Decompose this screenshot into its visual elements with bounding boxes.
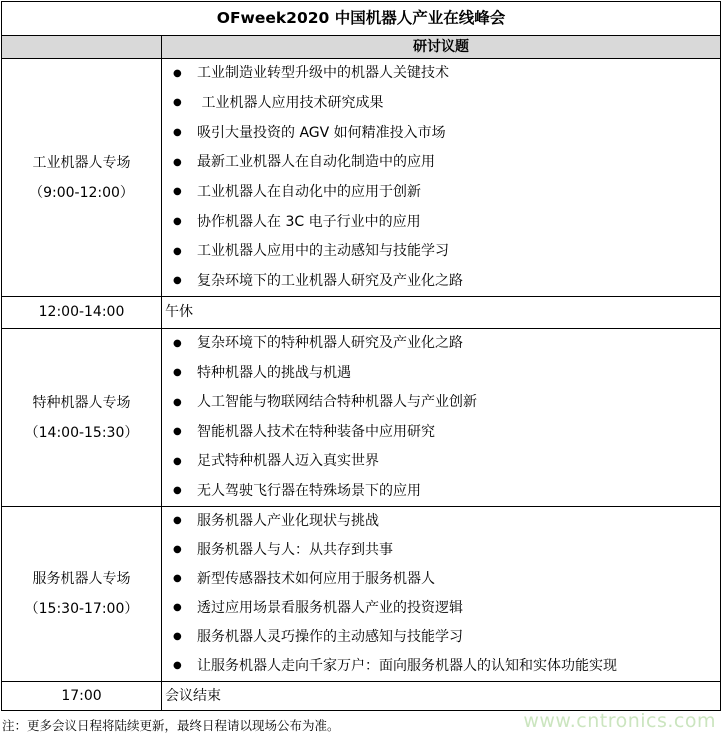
- bullet-icon: ●: [173, 455, 182, 467]
- session-topics-service: [162, 507, 721, 682]
- session-row-special: [2, 329, 721, 507]
- lunch-break-row: [2, 297, 721, 329]
- topic-text: 人工智能与物联网结合特种机器人与产业创新: [197, 394, 477, 411]
- topic-text: 让服务机器人走向千家万户：面向服务机器人的认知和实体功能实现: [197, 658, 617, 675]
- bullet-icon: ●: [173, 275, 182, 287]
- title-row: [2, 2, 721, 36]
- session-time: （15:30-17:00）: [24, 601, 139, 617]
- session-label-service: [2, 507, 162, 682]
- session-name: 工业机器人专场: [32, 154, 131, 171]
- bullet-icon: ●: [173, 245, 182, 257]
- bullet-icon: ●: [173, 515, 182, 527]
- session-row-industrial: [2, 59, 721, 297]
- topic-text: 复杂环境下的工业机器人研究及产业化之路: [197, 272, 463, 289]
- session-topics-industrial: [162, 59, 721, 297]
- list-item: [171, 154, 720, 171]
- topic-text: 服务机器人与人：从共存到共事: [197, 542, 393, 559]
- session-time: （14:00-15:30）: [24, 424, 139, 441]
- watermark-text: www.cntronics.com: [523, 710, 716, 732]
- topic-text: 透过应用场景看服务机器人产业的投资逻辑: [197, 600, 463, 617]
- list-item: [171, 658, 720, 675]
- topic-text: 服务机器人产业化现状与挑战: [197, 513, 379, 530]
- list-item: [171, 273, 720, 290]
- topic-list: [162, 329, 720, 506]
- lunch-time: 12:00-14:00: [2, 297, 162, 329]
- bullet-icon: ●: [173, 337, 182, 349]
- bullet-icon: ●: [173, 97, 182, 109]
- bullet-icon: ●: [173, 660, 182, 672]
- bullet-icon: ●: [173, 127, 182, 139]
- header-row: [2, 36, 721, 59]
- topic-text: 服务机器人灵巧操作的主动感知与技能学习: [197, 629, 463, 646]
- list-item: [171, 483, 720, 500]
- topic-text: 足式特种机器人迈入真实世界: [197, 453, 379, 470]
- bullet-icon: ●: [173, 426, 182, 438]
- topic-text: 工业机器人应用中的主动感知与技能学习: [197, 243, 449, 260]
- topic-text: 工业机器人应用技术研究成果: [197, 95, 384, 112]
- list-item: [171, 542, 720, 559]
- end-row: [2, 682, 721, 711]
- bullet-icon: ●: [173, 485, 182, 497]
- list-item: [171, 571, 720, 588]
- topic-text: 无人驾驶飞行器在特殊场景下的应用: [197, 482, 421, 499]
- end-time: 17:00: [2, 682, 162, 711]
- list-item: [171, 629, 720, 646]
- topic-list: [162, 59, 720, 296]
- topic-text: 工业制造业转型升级中的机器人关键技术: [197, 65, 449, 82]
- bullet-icon: ●: [173, 396, 182, 408]
- topic-text: 协作机器人在 3C 电子行业中的应用: [197, 213, 421, 230]
- session-row-service: [2, 507, 721, 682]
- bullet-icon: ●: [173, 186, 182, 198]
- bullet-icon: ●: [173, 215, 182, 227]
- list-item: [171, 335, 720, 352]
- session-label-special: [2, 329, 162, 507]
- session-name: 服务机器人专场: [32, 571, 131, 587]
- topic-text: 工业机器人在自动化中的应用于创新: [197, 183, 421, 200]
- list-item: [171, 424, 720, 441]
- end-label: 会议结束: [162, 682, 721, 711]
- topics-column-header: 研讨议题: [162, 36, 721, 59]
- list-item: [171, 65, 720, 82]
- bullet-icon: ●: [173, 67, 182, 79]
- topic-list: [162, 507, 720, 681]
- bullet-icon: ●: [173, 602, 182, 614]
- bullet-icon: ●: [173, 367, 182, 379]
- list-item: [171, 95, 720, 112]
- list-item: [171, 243, 720, 260]
- session-name: 特种机器人专场: [32, 394, 131, 411]
- topic-text: 特种机器人的挑战与机遇: [197, 364, 351, 381]
- bullet-icon: ●: [173, 156, 182, 168]
- header-empty-cell: [2, 36, 162, 59]
- topic-text: 复杂环境下的特种机器人研究及产业化之路: [197, 335, 463, 352]
- page-title: OFweek2020 中国机器人产业在线峰会: [2, 2, 721, 36]
- list-item: [171, 184, 720, 201]
- list-item: [171, 125, 720, 142]
- list-item: [171, 394, 720, 411]
- footer-note: 注：更多会议日程将陆续更新，最终日程请以现场公布为准。: [2, 718, 340, 733]
- lunch-label: 午休: [162, 297, 721, 329]
- topic-text: 吸引大量投资的 AGV 如何精准投入市场: [197, 124, 446, 141]
- topic-text: 新型传感器技术如何应用于服务机器人: [197, 571, 435, 588]
- agenda-table: [1, 1, 721, 711]
- list-item: [171, 365, 720, 382]
- bullet-icon: ●: [173, 544, 182, 556]
- list-item: [171, 600, 720, 617]
- bullet-icon: ●: [173, 631, 182, 643]
- list-item: [171, 214, 720, 231]
- topic-text: 智能机器人技术在特种装备中应用研究: [197, 423, 435, 440]
- bullet-icon: ●: [173, 573, 182, 585]
- session-time: （9:00-12:00）: [29, 184, 134, 201]
- topic-text: 最新工业机器人在自动化制造中的应用: [197, 154, 435, 171]
- list-item: [171, 513, 720, 530]
- list-item: [171, 453, 720, 470]
- session-label-industrial: [2, 59, 162, 297]
- session-topics-special: [162, 329, 721, 507]
